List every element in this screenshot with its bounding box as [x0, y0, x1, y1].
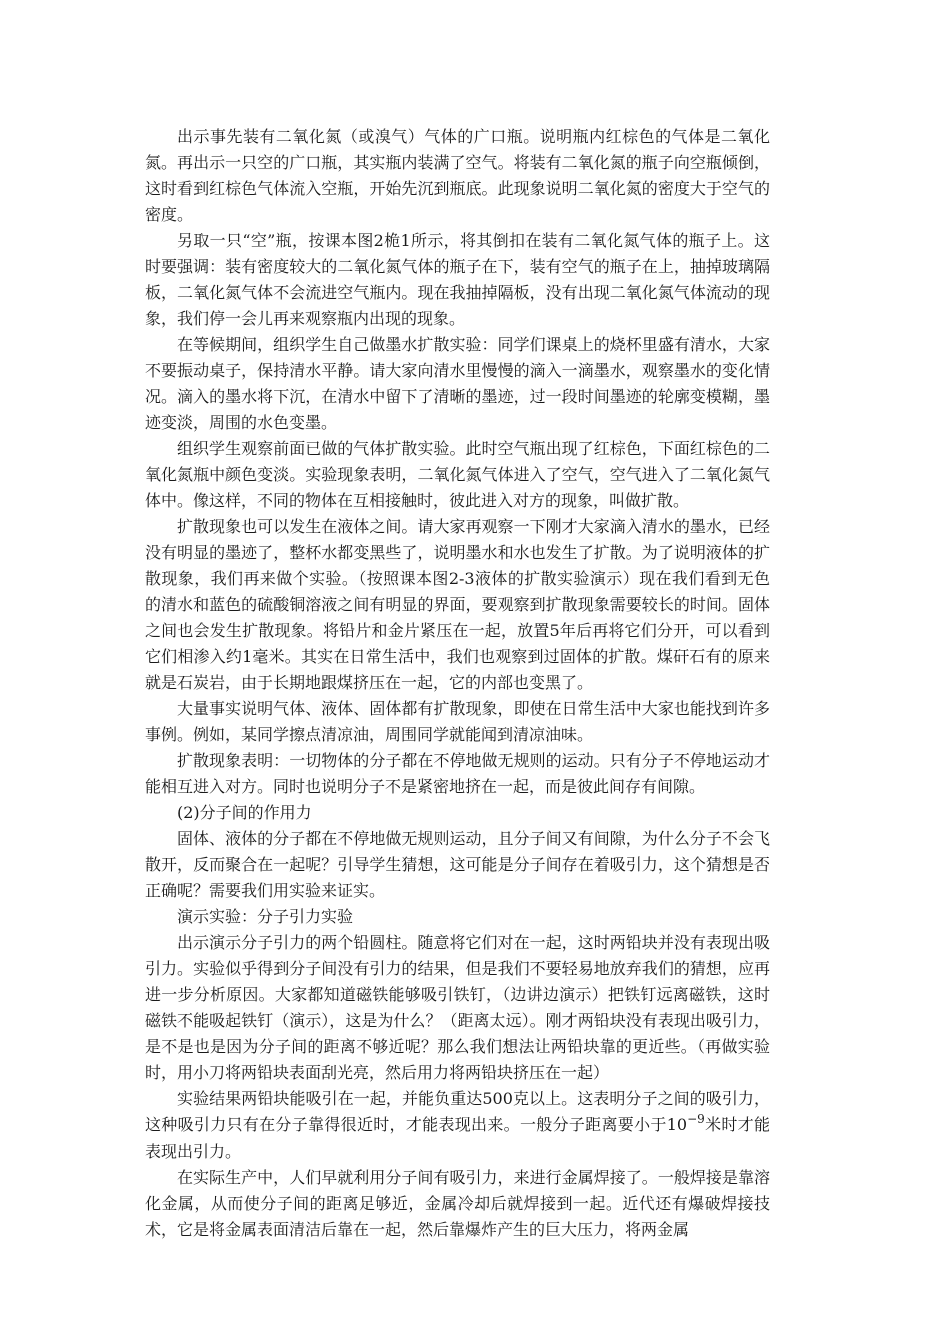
- paragraph-diffusion-conclusion: 扩散现象表明：一切物体的分子都在不停地做无规则的运动。只有分子不停地运动才能相互进入对方。同时也说明分子不是紧密地挤在一起，而是彼此间存有间隙。: [145, 751, 770, 796]
- result-text-before: 实验结果两铅块能吸引在一起，并能负重达500克以上。这表明分子之间的吸引力，这种吸引力只有在分子靠得很近时，才能表现出来。一般分子距离要小于10: [145, 1089, 770, 1134]
- paragraph-lead-cylinders: 出示演示分子引力的两个铅圆柱。随意将它们对在一起，这时两铅块并没有表现出吸引力。实验似乎得到分子间没有引力的结果，但是我们不要轻易地放弃我们的猜想，应再进一步分析原因。大家都知道磁铁能够吸引铁钉，（边讲边演示）把铁钉远离磁铁，这时磁铁不能吸起铁钉（演示），这是为什么？（距离太远）。刚才两铅块没有表现出吸引力，是不是也是因为分子间的距离不够近呢？那么我们想法让两铅块靠的更近些。（再做实验时，用小刀将两铅块表面刮光亮，然后用力将两铅块挤压在一起）: [145, 933, 770, 1082]
- paragraph-liquid-solid-diffusion: 扩散现象也可以发生在液体之间。请大家再观察一下刚才大家滴入清水的墨水，已经没有明显的墨迹了，整杯水都变黑些了，说明墨水和水也发生了扩散。为了说明液体的扩散现象，我们再来做个实验。（按照课本图2-3液体的扩散实验演示）现在我们看到无色的清水和蓝色的硫酸铜溶液之间有明显的界面，要观察到扩散现象需要较长的时间。固体之间也会发生扩散现象。将铅片和金片紧压在一起，放置5年后再将它们分开，可以看到它们相渗入约1毫米。其实在日常生活中，我们也观察到过固体的扩散。煤矸石有的原来就是石炭岩，由于长期地跟煤挤压在一起，它的内部也变黑了。: [145, 517, 770, 692]
- paragraph-welding: 在实际生产中，人们早就利用分子间有吸引力，来进行金属焊接了。一般焊接是靠溶化金属，从而使分子间的距离足够近，金属冷却后就焊接到一起。近代还有爆破焊接技术，它是将金属表面清洁后靠在一起，然后靠爆炸产生的巨大压力，将两金属: [145, 1168, 770, 1239]
- result-text-after: 米时才能表现出引力。: [145, 1115, 770, 1161]
- paragraph-ink-diffusion: 在等候期间，组织学生自己做墨水扩散实验：同学们课桌上的烧杯里盛有清水，大家不要振动桌子，保持清水平静。请大家向清水里慢慢的滴入一滴墨水，观察墨水的变化情况。滴入的墨水将下沉，在清水中留下了清晰的墨迹，过一段时间墨迹的轮廓变模糊，墨迹变淡，周围的水色变墨。: [145, 335, 770, 432]
- paragraph-experiment-result: [145, 1086, 770, 1165]
- paragraph-everyday-examples: 大量事实说明气体、液体、固体都有扩散现象，即使在日常生活中大家也能找到许多事例。例如，某同学擦点清凉油，周围同学就能闻到清凉油味。: [145, 699, 770, 744]
- paragraph-why-molecules-stay: 固体、液体的分子都在不停地做无规则运动，且分子间又有间隙，为什么分子不会飞散开，反而聚合在一起呢？引导学生猜想，这可能是分子间存在着吸引力，这个猜想是否正确呢？需要我们用实验来证实。: [145, 829, 770, 900]
- paragraph-no2-pour-demo: 出示事先装有二氧化氮（或溴气）气体的广口瓶。说明瓶内红棕色的气体是二氧化氮。再出示一只空的广口瓶，其实瓶内装满了空气。将装有二氧化氮的瓶子向空瓶倾倒，这时看到红棕色气体流入空瓶，开始先沉到瓶底。此现象说明二氧化氮的密度大于空气的密度。: [145, 127, 770, 224]
- exponent-superscript: −9: [687, 1112, 705, 1126]
- paragraph-inverted-bottle: 另取一只“空”瓶，按课本图2桅1所示，将其倒扣在装有二氧化氮气体的瓶子上。这时要强调：装有密度较大的二氧化氮气体的瓶子在下，装有空气的瓶子在上，抽掉玻璃隔板，二氧化氮气体不会流进空气瓶内。现在我抽掉隔板，没有出现二氧化氮气体流动的现象，我们停一会儿再来观察瓶内出现的现象。: [145, 231, 770, 328]
- paragraph-gas-diffusion-result: 组织学生观察前面已做的气体扩散实验。此时空气瓶出现了红棕色，下面红棕色的二氧化氮瓶中颜色变淡。实验现象表明，二氧化氮气体进入了空气，空气进入了二氧化氮气体中。像这样，不同的物体在互相接触时，彼此进入对方的现象，叫做扩散。: [145, 439, 770, 510]
- section-heading-intermolecular-force: (2)分子间的作用力: [177, 803, 312, 822]
- document-body: [145, 124, 770, 1243]
- section-heading-demo-experiment: 演示实验：分子引力实验: [177, 907, 354, 926]
